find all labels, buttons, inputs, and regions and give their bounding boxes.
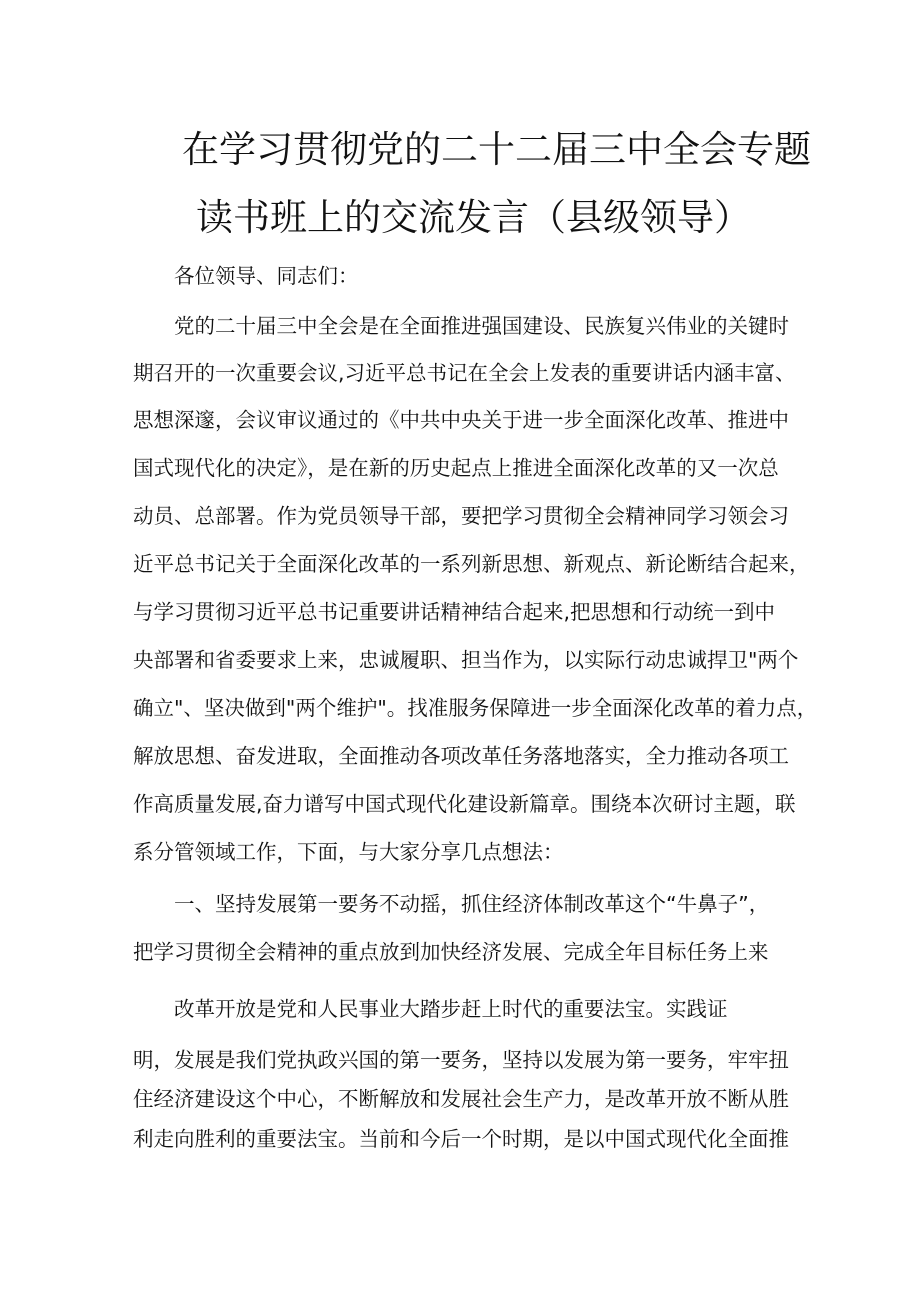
body-line: 明，发展是我们党执政兴国的第一要务，坚持以发展为第一要务，牢牢扭: [133, 1048, 789, 1072]
body-line: 系分管领域工作，下面，与大家分享几点想法：: [133, 840, 564, 864]
body-line: 改革开放是党和人民事业大踏步赶上时代的重要法宝。实践证: [174, 997, 728, 1021]
body-line: 党的二十届三中全会是在全面推进强国建设、民族复兴伟业的关键时: [174, 314, 789, 338]
salutation: 各位领导、同志们：: [174, 264, 359, 288]
body-line: 作高质量发展,奋力谱写中国式现代化建设新篇章。围绕本次研讨主题，联: [133, 792, 796, 816]
body-line: 住经济建设这个中心，不断解放和发展社会生产力，是改革开放不断从胜: [133, 1087, 789, 1111]
section-heading-line: 把学习贯彻全会精神的重点放到加快经济发展、完成全年目标任务上来: [133, 940, 769, 964]
document-title-line-1: 在学习贯彻党的二十二届三中全会专题: [182, 128, 811, 171]
section-heading-line: 一、坚持发展第一要务不动摇，抓住经济体制改革这个“牛鼻子”，: [174, 892, 770, 916]
body-line: 思想深邃，会议审议通过的《中共中央关于进一步全面深化改革、推进中: [133, 408, 789, 432]
body-line: 央部署和省委要求上来，忠诚履职、担当作为，以实际行动忠诚捍卫"两个: [133, 648, 799, 672]
body-line: 动员、总部署。作为党员领导干部，要把学习贯彻全会精神同学习领会习: [133, 504, 789, 528]
body-line: 近平总书记关于全面深化改革的一系列新思想、新观点、新论断结合起来，: [133, 552, 810, 576]
body-line: 确立"、坚决做到"两个维护"。找准服务保障进一步全面深化改革的着力点，: [133, 696, 818, 720]
document-title-line-2: 读书班上的交流发言（县级领导）: [196, 196, 751, 239]
body-line: 期召开的一次重要会议,习近平总书记在全会上发表的重要讲话内涵丰富、: [133, 361, 796, 385]
body-line: 国式现代化的决定》，是在新的历史起点上推进全面深化改革的又一次总: [133, 456, 779, 480]
body-line: 解放思想、奋发进取，全面推动各项改革任务落地落实，全力推动各项工: [133, 744, 789, 768]
body-line: 利走向胜利的重要法宝。当前和今后一个时期，是以中国式现代化全面推: [133, 1127, 789, 1151]
body-line: 与学习贯彻习近平总书记重要讲话精神结合起来,把思想和行动统一到中: [133, 600, 776, 624]
